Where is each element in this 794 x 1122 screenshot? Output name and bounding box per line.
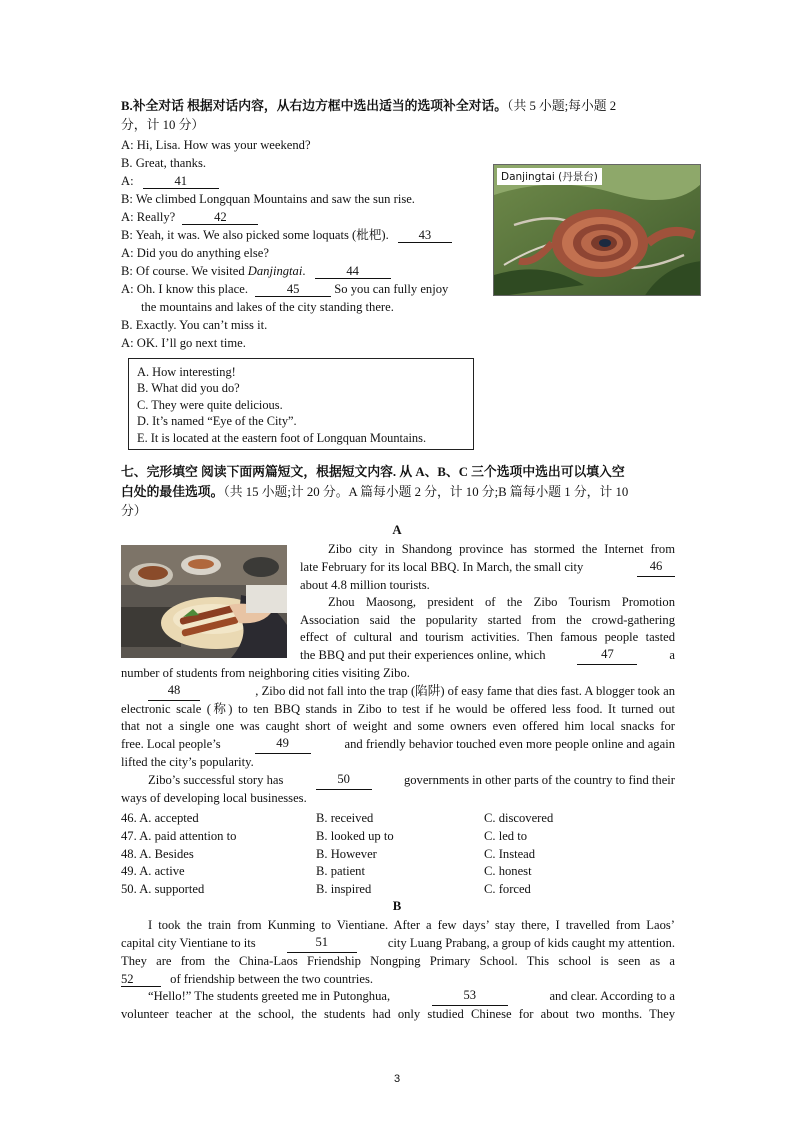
blank-45[interactable]: 45 bbox=[255, 282, 331, 297]
dialog-line-10: the mountains and lakes of the city standing there. bbox=[141, 300, 394, 314]
passage-text: the BBQ and put their experiences online, which bbox=[300, 648, 546, 662]
passage-a-p2-line3: effect of cultural and tourism activities. Then famous people tasted bbox=[300, 630, 675, 644]
passage-text: and clear. According to a bbox=[549, 989, 675, 1003]
passage-a-p1-line3: about 4.8 million tourists. bbox=[300, 578, 430, 592]
passage-a-p3-line1 bbox=[148, 683, 675, 701]
passage-a-p2-line1: Zhou Maosong, president of the Zibo Tourism Promotion bbox=[328, 595, 675, 609]
passage-text: , Zibo did not fall into the trap (陷阱) of easy fame that dies fast. A blogger took an bbox=[255, 684, 675, 698]
choice-48-a[interactable]: 48. A. Besides bbox=[121, 847, 194, 861]
passage-text: a bbox=[669, 648, 675, 662]
dialog-line-6 bbox=[121, 227, 452, 244]
passage-a-p3-line3: that not a single one was caught short of weight and some owners even offered him local snacks for bbox=[121, 719, 675, 733]
dialog-text-tail: So you can fully enjoy bbox=[334, 282, 449, 296]
blank-44[interactable]: 44 bbox=[315, 264, 391, 279]
dialog-line-9 bbox=[121, 281, 448, 298]
passage-text: governments in other parts of the country to find their bbox=[403, 773, 675, 787]
option-d: D. It’s named “Eye of the City”. bbox=[137, 414, 297, 429]
passage-b-heading: B bbox=[392, 899, 402, 913]
option-e: E. It is located at the eastern foot of Longquan Mountains. bbox=[137, 430, 427, 445]
passage-a-heading: A bbox=[392, 523, 402, 537]
blank-41[interactable]: 41 bbox=[143, 174, 219, 189]
dialog-place-name: Danjingtai bbox=[247, 264, 303, 278]
section-b-title-text: B.补全对话 根据对话内容，从右边方框中选出适当的选项补全对话。 bbox=[121, 99, 508, 113]
dialog-text: A: Oh. I know this place. bbox=[121, 282, 248, 296]
blank-47[interactable]: 47 bbox=[577, 647, 637, 665]
dialog-line-5 bbox=[121, 209, 258, 226]
choice-48-b[interactable]: B. However bbox=[316, 847, 377, 861]
photo-label: Danjingtai (丹景台) bbox=[497, 168, 602, 185]
blank-46[interactable]: 46 bbox=[637, 559, 675, 577]
choice-46-c[interactable]: C. discovered bbox=[484, 811, 554, 825]
passage-text: capital city Vientiane to its bbox=[121, 936, 256, 950]
section-b-note: （共 5 小题;每小题 2 bbox=[507, 99, 617, 113]
passage-a-p2-line5: number of students from neighboring cities visiting Zibo. bbox=[121, 666, 410, 680]
passage-text: city Luang Prabang, a group of kids caught my attention. bbox=[387, 936, 675, 950]
option-b: B. What did you do? bbox=[137, 381, 240, 396]
passage-b-line4 bbox=[121, 971, 373, 988]
section-b-note-2: 分，计 10 分） bbox=[121, 118, 205, 132]
passage-a-p2-line4 bbox=[300, 647, 675, 665]
choice-46-a[interactable]: 46. A. accepted bbox=[121, 811, 199, 825]
passage-a-p3-line4 bbox=[121, 736, 675, 754]
passage-b-line2 bbox=[121, 935, 675, 953]
blank-43[interactable]: 43 bbox=[398, 228, 452, 243]
passage-b-line5 bbox=[148, 988, 675, 1006]
passage-text: “Hello!” The students greeted me in Putonghua, bbox=[148, 989, 391, 1003]
dialog-line-12: A: OK. I’ll go next time. bbox=[121, 336, 246, 350]
dialog-line-11: B. Exactly. You can’t miss it. bbox=[121, 318, 268, 332]
passage-text: and friendly behavior touched even more people online and again bbox=[344, 737, 675, 751]
choice-48-c[interactable]: C. Instead bbox=[484, 847, 536, 861]
passage-a-p3-line2: electronic scale (称) to ten BBQ stands in Zibo to test if he would be offered less food. It turned out bbox=[121, 702, 675, 716]
passage-a-p4-line2: ways of developing local businesses. bbox=[121, 791, 307, 805]
choice-50-b[interactable]: B. inspired bbox=[316, 882, 372, 896]
dialog-line-1: A: Hi, Lisa. How was your weekend? bbox=[121, 138, 311, 152]
dialog-line-8 bbox=[121, 263, 391, 280]
blank-42[interactable]: 42 bbox=[182, 210, 258, 225]
dialog-line-7: A: Did you do anything else? bbox=[121, 246, 269, 260]
page-number: 3 bbox=[393, 1073, 401, 1085]
passage-a-p1-line1: Zibo city in Shandong province has stormed the Internet from bbox=[328, 542, 675, 556]
option-a: A. How interesting! bbox=[137, 365, 236, 379]
dialog-speaker: A: bbox=[121, 174, 134, 188]
passage-a-p3-line5: lifted the city’s popularity. bbox=[121, 755, 254, 769]
section-b-title bbox=[121, 98, 616, 115]
choice-49-b[interactable]: B. patient bbox=[316, 864, 365, 878]
dialog-line-4: B: We climbed Longquan Mountains and saw the sun rise. bbox=[121, 192, 415, 206]
passage-b-line1: I took the train from Kunming to Vientiane. After a few days’ stay there, I travelled from Laos’ bbox=[148, 918, 675, 932]
passage-b-line6: volunteer teacher at the school, the students had only studied Chinese for about two months. They bbox=[121, 1007, 675, 1021]
passage-a-p1-line2 bbox=[300, 559, 675, 577]
section-7-title: 七、完形填空 阅读下面两篇短文，根据短文内容. 从 A、B、C 三个选项中选出可以填入空 bbox=[121, 465, 625, 479]
section-7-title-2 bbox=[121, 484, 628, 501]
choice-47-a[interactable]: 47. A. paid attention to bbox=[121, 829, 237, 843]
dialog-line-2: B. Great, thanks. bbox=[121, 156, 206, 170]
passage-a-p4-line1 bbox=[148, 772, 675, 790]
section-7-note-2: 分） bbox=[121, 504, 147, 518]
bbq-illustration bbox=[121, 545, 287, 658]
choice-47-b[interactable]: B. looked up to bbox=[316, 829, 394, 843]
section-7-title-2-text: 白处的最佳选项。 bbox=[121, 485, 224, 499]
dialog-text: B: Yeah, it was. We also picked some loquats (枇杷). bbox=[121, 228, 389, 242]
blank-48[interactable]: 48 bbox=[148, 683, 200, 701]
options-box bbox=[128, 358, 474, 450]
blank-51[interactable]: 51 bbox=[287, 935, 357, 953]
passage-text: late February for its local BBQ. In March, the small city bbox=[300, 560, 584, 574]
blank-50[interactable]: 50 bbox=[316, 772, 372, 790]
danjingtai-photo bbox=[493, 164, 701, 296]
dialog-period: . bbox=[302, 264, 306, 278]
choice-46-b[interactable]: B. received bbox=[316, 811, 374, 825]
choice-49-a[interactable]: 49. A. active bbox=[121, 864, 185, 878]
choice-50-c[interactable]: C. forced bbox=[484, 882, 531, 896]
blank-52[interactable]: 52 bbox=[121, 972, 161, 987]
blank-53[interactable]: 53 bbox=[432, 988, 508, 1006]
dialog-text: A: Really? bbox=[121, 210, 176, 224]
dialog-text: B: Of course. We visited bbox=[121, 264, 245, 278]
passage-text: free. Local people’s bbox=[121, 737, 221, 751]
choice-49-c[interactable]: C. honest bbox=[484, 864, 532, 878]
dialog-line-3 bbox=[121, 173, 219, 190]
bbq-photo bbox=[121, 545, 287, 658]
passage-b-line3: They are from the China-Laos Friendship Nongping Primary School. This school is seen as a bbox=[121, 954, 675, 968]
choice-47-c[interactable]: C. led to bbox=[484, 829, 528, 843]
choice-50-a[interactable]: 50. A. supported bbox=[121, 882, 205, 896]
passage-text: of friendship between the two countries. bbox=[170, 972, 373, 986]
option-c: C. They were quite delicious. bbox=[137, 397, 283, 412]
section-7-note: （共 15 小题;计 20 分。A 篇每小题 2 分，计 10 分;B 篇每小题 1 分，计 10 bbox=[223, 485, 629, 499]
passage-a-p2-line2: Association said the popularity started from the crowd-gathering bbox=[300, 613, 675, 627]
blank-49[interactable]: 49 bbox=[255, 736, 311, 754]
passage-text: Zibo’s successful story has bbox=[148, 773, 284, 787]
